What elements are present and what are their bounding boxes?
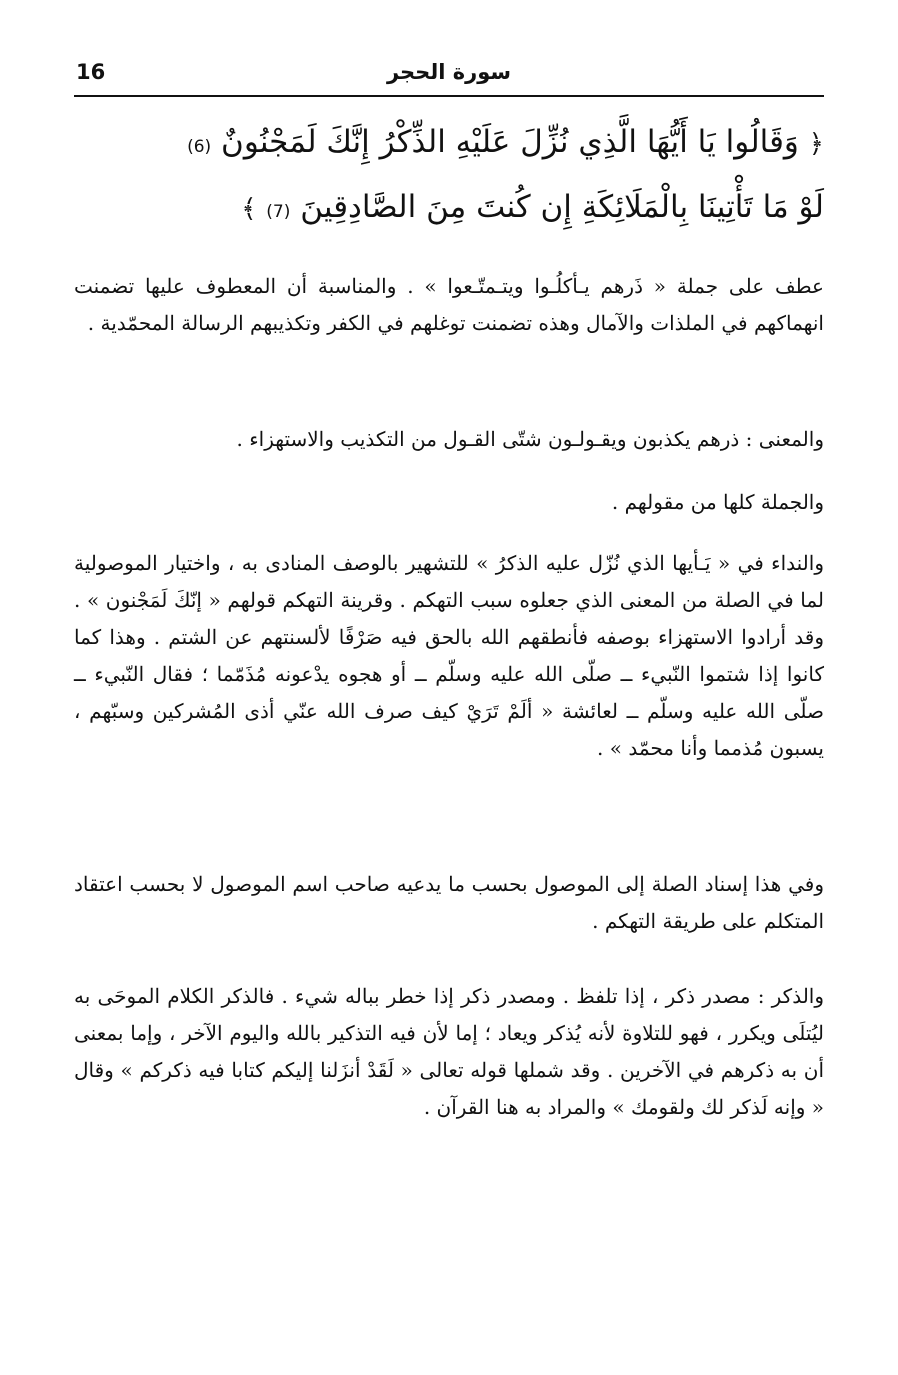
- paragraph-4: والنداء في « يَـأيها الذي نُزّل عليه الذكرُ » للتشهير بالوصف المنادى به ، واختيار الموصولية لما في الصلة من المعنى الذي جعلوه سبب التهكم . وقرينة التهكم قولهم « إنّكَ لَمَجْنون » . وقد أرادوا الاستهزاء بوصفه فأنطقهم الله بالحق فيه صَرْفًا لألسنتهم عن الشتم . وهذا كما كانوا إذا شتموا النّبيء ــ صلّى الله عليه وسلّم ــ أو هجوه يدْعونه مُذَمّما ؛ فقال النّبيء ــ صلّى الله عليه وسلّم ــ لعائشة « ألَمْ تَرَيْ كيف صرف الله عنّي أذى المُشركين وسبّهم ، يسبون مُذمما وأنا محمّد » .: [74, 551, 824, 760]
- page-number: 16: [76, 60, 106, 84]
- paragraph-1: عطف على جملة « ذَرهم يـأكلُـوا ويتـمتّـعوا » . والمناسبة أن المعطوف عليها تضمنت انهماكهم في الملذات والآمال وهذه تضمنت توغلهم في الكفر وتكذيبهم الرسالة المحمّدية .: [74, 274, 824, 335]
- header-rule: [74, 95, 824, 97]
- quran-verse-block: [74, 112, 824, 242]
- verse-number-7: (7): [266, 202, 291, 222]
- verse-text-6: وَقَالُوا يَا أَيُّهَا الَّذِي نُزِّلَ عَلَيْهِ الذِّكْرُ إِنَّكَ لَمَجْنُونٌ: [221, 124, 799, 160]
- paragraph-2: والمعنى : ذرهم يكذبون ويقـولـون شتّى القـول من التكذيب والاستهزاء .: [236, 427, 824, 451]
- verse-number-6: (6): [187, 137, 212, 157]
- verse-line-7: [74, 177, 824, 242]
- open-ornament: ﴿: [808, 129, 824, 159]
- running-head-surah-title: سورة الحجر: [386, 60, 512, 84]
- verse-line-6: [74, 112, 824, 177]
- paragraph-5: وفي هذا إسناد الصلة إلى الموصول بحسب ما يدعيه صاحب اسم الموصول لا بحسب اعتقاد المتكلم على طريقة التهكم .: [74, 872, 824, 933]
- paragraph-3: والجملة كلها من مقولهم .: [611, 490, 824, 514]
- close-ornament: ﴾: [241, 194, 257, 224]
- verse-text-7: لَوْ مَا تَأْتِينَا بِالْمَلَائِكَةِ إِن كُنتَ مِنَ الصَّادِقِينَ: [300, 189, 824, 225]
- paragraph-6: والذكر : مصدر ذكر ، إذا تلفظ . ومصدر ذكر إذا خطر بباله شيء . فالذكر الكلام الموحَى به ليُتلَى ويكرر ، فهو للتلاوة لأنه يُذكر ويعاد ؛ إما لأن فيه التذكير بالله واليوم الآخر ، وإما بمعنى أن به ذكرهم في الآخرين . وقد شملها قوله تعالى « لَقَدْ أنزَلنا إليكم كتابا فيه ذكركم » وقال « وإنه لَذكر لك ولقومك » والمراد به هنا القرآن .: [74, 984, 824, 1119]
